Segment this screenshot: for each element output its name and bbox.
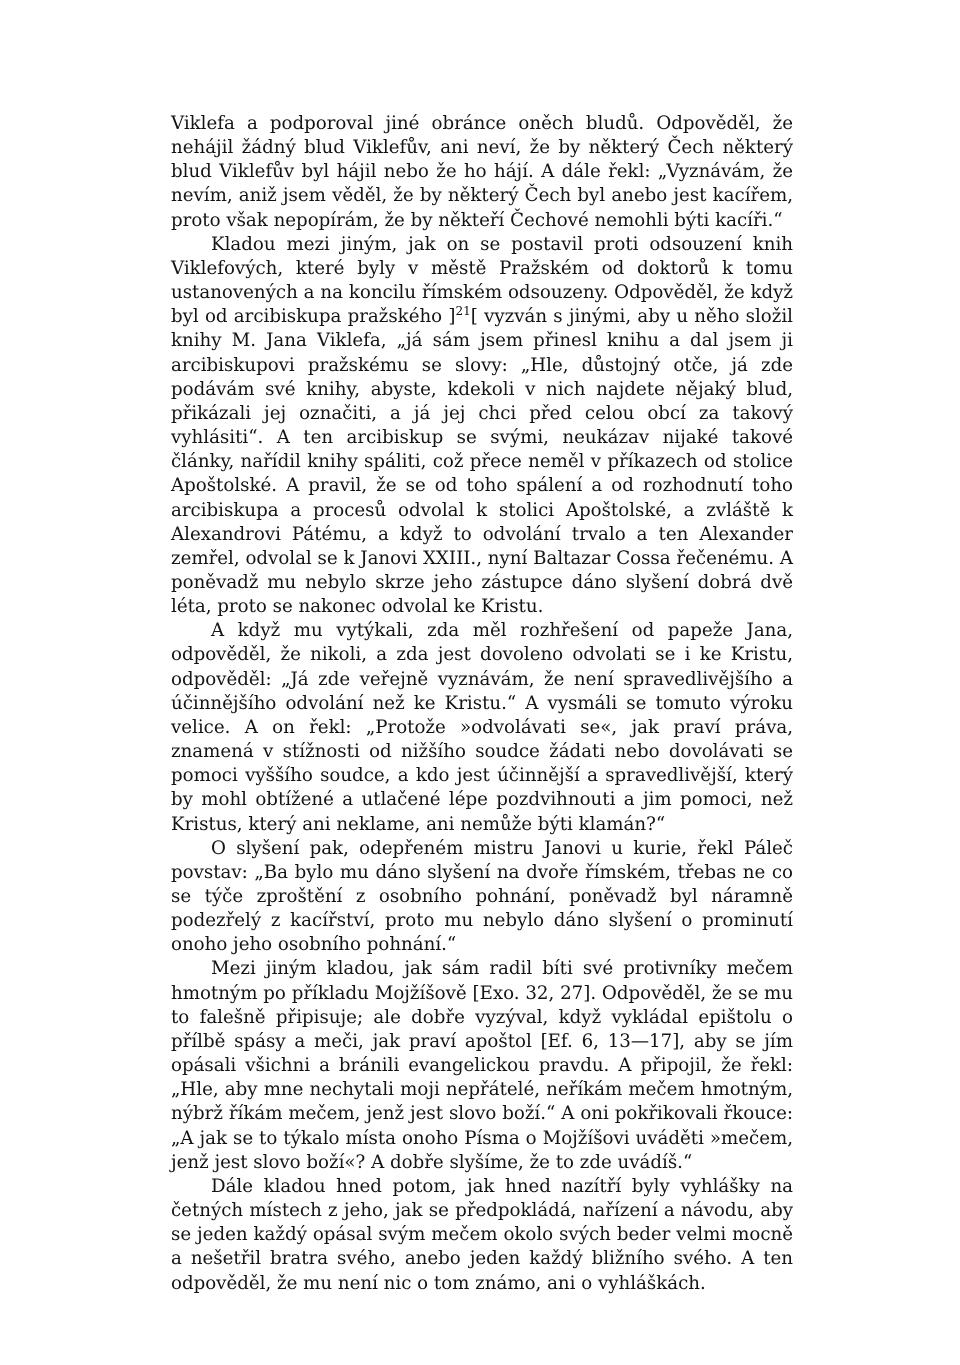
paragraph-2 [171, 233, 793, 620]
paragraph-2-text-after: [ vyzván s jinými, aby u něho složil knihy M. Jana Viklefa, „já sám jsem přinesl knihu a dal jsem ji arcibiskupovi pražskému se slovy: „Hle, důstojný otče, já zde podávám své knihy, abyste, kdekoli v nich najdete nějaký blud, přikázali jej označiti, a já jej chci před celou obcí za takový vyhlásiti“. A ten arcibiskup se svými, neukázav nijaké takové články, nařídil knihy spáliti, což přece neměl v příkazech od stolice Apoštolské. A pravil, že se od toho spálení a od rozhodnutí toho arcibiskupa a procesů odvolal k stolici Apoštolské, a zvláště k Alexandrovi Pátému, a když to odvolání trvalo a ten Alexander zemřel, odvolal se k Janovi XXIII., nyní Baltazar Cossa řečenému. A poněvadž mu nebylo skrze jeho zástupce dáno slyšení dobrá dvě léta, proto se nakonec odvolal ke Kristu. [171, 306, 793, 618]
footnote-marker: 21 [455, 304, 471, 319]
paragraph-5: Mezi jiným kladou, jak sám radil bíti své protivníky mečem hmotným po příkladu Mojžíšově [Exo. 32, 27]. Odpověděl, že se mu to falešně připisuje; ale dobře vyzýval, když vykládal epištolu o přílbě spásy a meči, jak praví apoštol [Ef. 6, 13—17], aby se jím opásali všichni a bránili evangelickou pravdu. A připojil, že řekl: „Hle, aby mne nechytali moji nepřátelé, neříkám mečem hmotným, nýbrž říkám mečem, jenž jest slovo boží.“ A oni pokřikovali řkouce: „A jak se to týkalo místa onoho Písma o Mojžíšovi uváděti »mečem, jenž jest slovo boží«? A dobře slyšíme, že to zde uvádíš.“ [171, 958, 793, 1173]
paragraph-3: A když mu vytýkali, zda měl rozhřešení od papeže Jana, odpověděl, že nikoli, a zda jest dovoleno odvolati se i ke Kristu, odpověděl: „Já zde veřejně vyznávám, že není spravedlivějšího a účinnějšího odvolání než ke Kristu.“ A vysmáli se tomuto výroku velice. A on řekl: „Protože »odvolávati se«, jak praví práva, znamená v stížnosti od nižšího soudce žádati nebo dovolávati se pomoci vyššího soudce, a kdo jest účinnější a spravedlivější, který by mohl obtížené a utlačené lépe pozdvihnouti a jim pomoci, než Kristus, který ani neklame, ani nemůže býti klamán?“ [171, 620, 793, 835]
paragraph-6: Dále kladou hned potom, jak hned nazítří byly vyhlášky na četných místech z jeho, jak se předpokládá, nařízení a návodu, aby se jeden každý opásal svým mečem okolo svých beder velmi mocně a nešetřil bratra svého, anebo jeden každý bližního svého. A ten odpověděl, že mu není nic o tom známo, ani o vyhláškách. [171, 1175, 793, 1294]
paragraph-2-text-before: Kladou mezi jiným, jak on se postavil proti odsouzení knih Viklefových, které byly v městě Pražském od doktorů k tomu ustanovených a na koncilu římském odsouzeny. Odpověděl, že když byl od arcibiskupa pražského ] [171, 233, 793, 328]
paragraph-4: O slyšení pak, odepřeném mistru Janovi u kurie, řekl Páleč povstav: „Ba bylo mu dáno slyšení na dvoře římském, třebas ne co se týče zproštění z osobního pohnání, poněvadž byl náramně podezřelý z kacířství, proto mu nebylo dáno slyšení o prominutí onoho jeho osobního pohnání.“ [171, 837, 793, 956]
page-body [171, 112, 793, 1296]
paragraph-1: Viklefa a podporoval jiné obránce oněch bludů. Odpověděl, že nehájil žádný blud Viklefův, ani neví, že by některý Čech některý blud Viklefův byl hájil nebo že ho hájí. A dále řekl: „Vyznávám, že nevím, aniž jsem věděl, že by některý Čech byl anebo jest kacířem, proto však nepopírám, že by někteří Čechové nemohli býti kacíři.“ [171, 113, 793, 231]
